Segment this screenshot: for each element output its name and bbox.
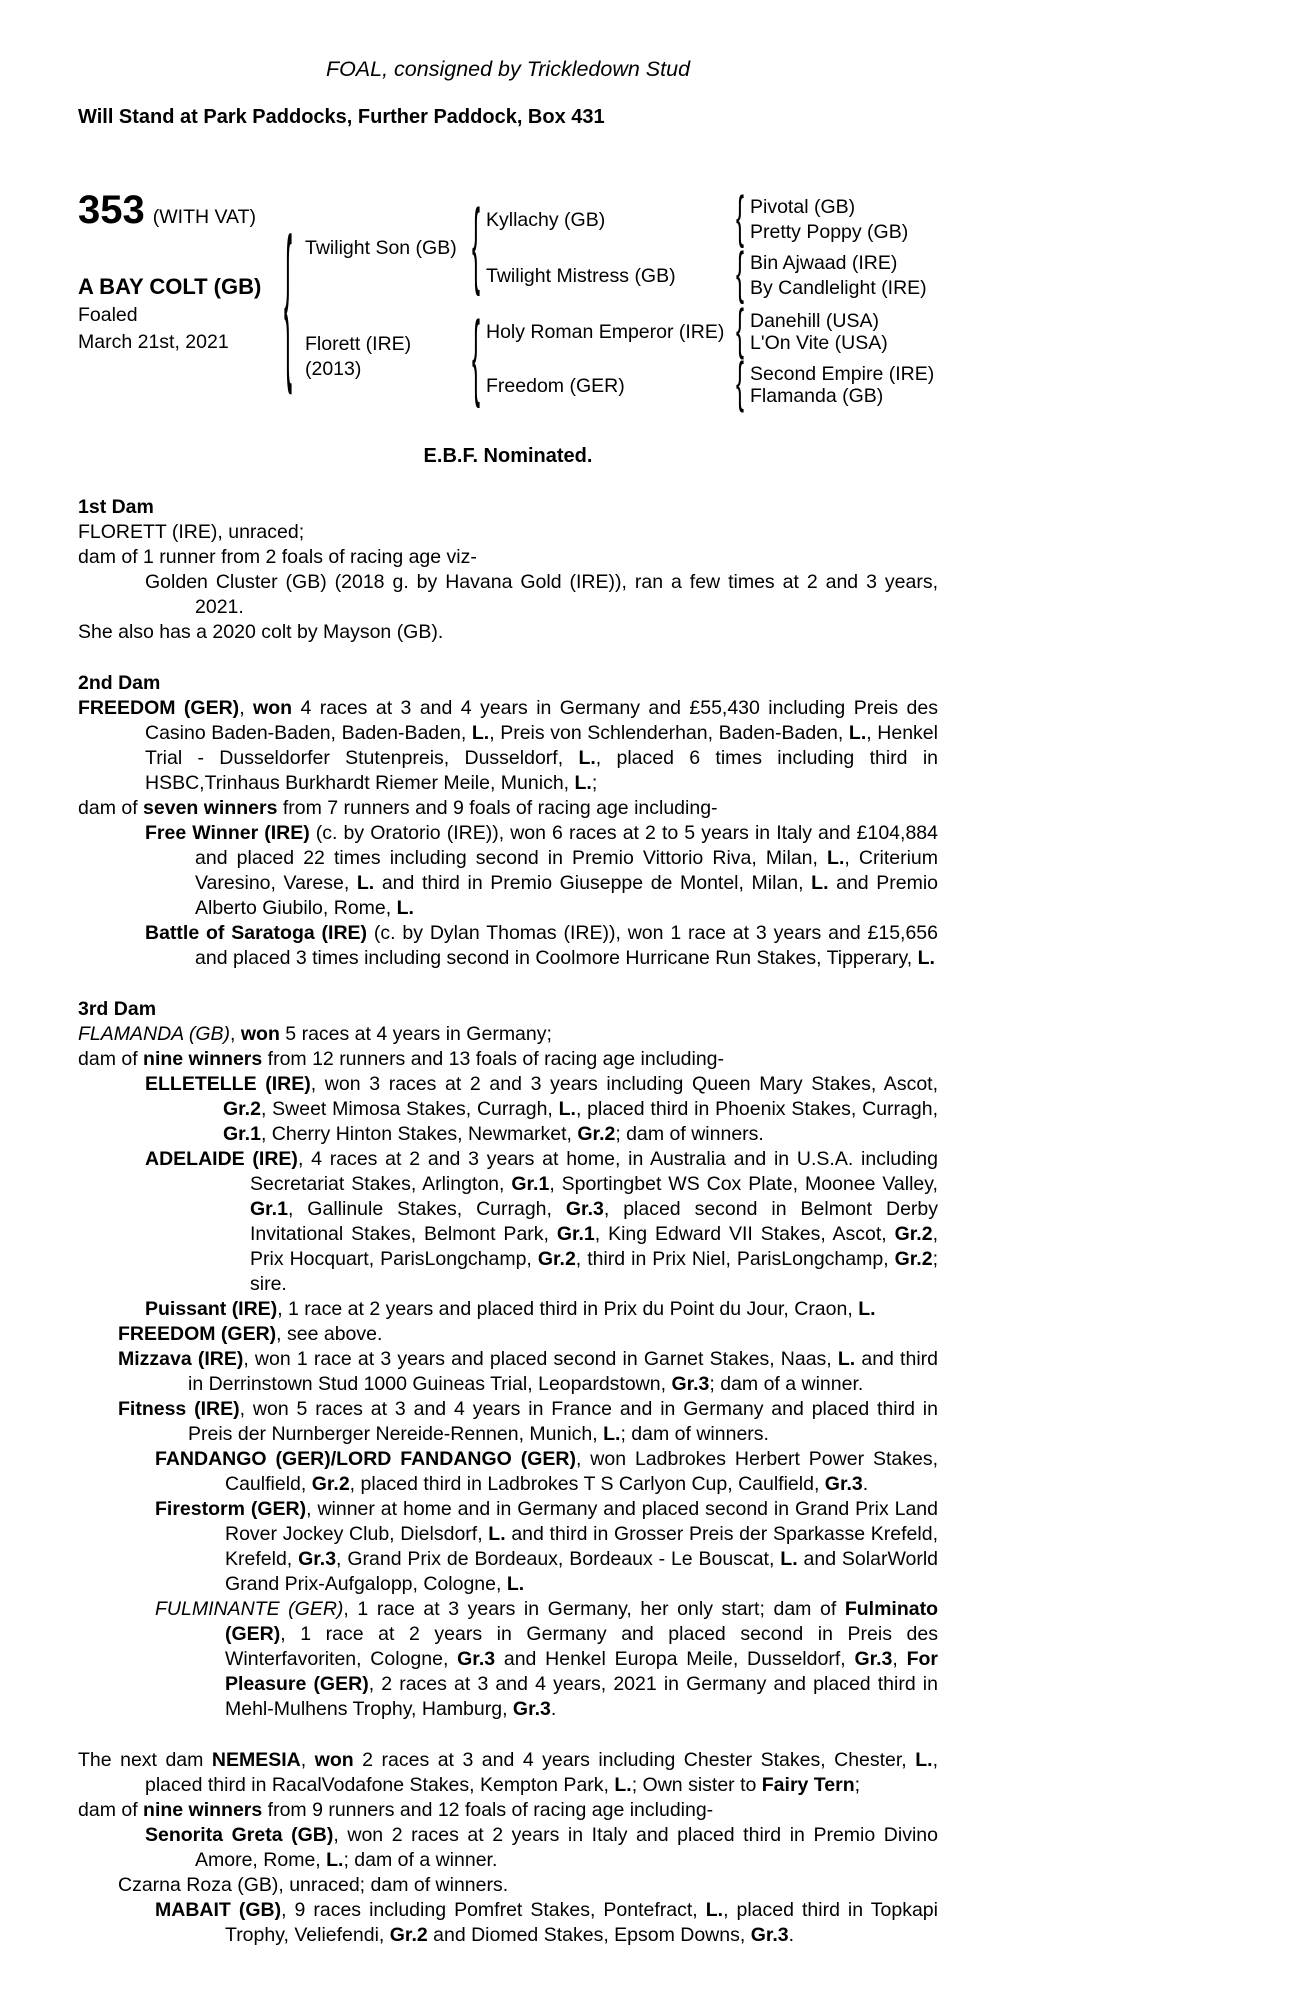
pedigree-dam-year: (2013) — [305, 358, 362, 380]
foaled-date: March 21st, 2021 — [78, 331, 229, 353]
pedigree-ds-sire: Danehill (USA) — [750, 310, 879, 332]
page-title: FOAL, consigned by Trickledown Stud — [325, 57, 691, 81]
paragraph: FLAMANDA (GB), won 5 races at 4 years in Germany; — [78, 1023, 552, 1045]
section-paragraphs — [78, 1748, 944, 1948]
paragraph: The next dam NEMESIA, won 2 races at 3 and 4 years including Chester Stakes, Chester, L., placed third in RacalVodafone Stakes, Kempton Park, L.; Own sister to Fairy Tern; — [78, 1749, 944, 1796]
paragraph: FULMINANTE (GER), 1 race at 3 years in Germany, her only start; dam of Fulminato (GER), 1 race at 2 years in Germany and placed second in Preis des Winterfavoriten, Cologne, Gr.3 and Henkel Europa Meile, Dusseldorf, Gr.3, For Pleasure (GER), 2 races at 3 and 4 years, 2021 in Germany and placed third in Mehl-Mulhens Trophy, Hamburg, Gr.3. — [155, 1598, 944, 1720]
pedigree-sd-sire: Bin Ajwaad (IRE) — [750, 252, 898, 274]
foaled-label: Foaled — [78, 304, 138, 326]
paragraph: Battle of Saratoga (IRE) (c. by Dylan Thomas (IRE)), won 1 race at 3 years and £15,656 and placed 3 times including second in Coolmore Hurricane Run Stakes, Tipperary, L. — [145, 922, 944, 969]
stand-location: Will Stand at Park Paddocks, Further Paddock, Box 431 — [78, 106, 605, 128]
section-heading: 2nd Dam — [78, 672, 161, 694]
brace-sire-pair — [464, 206, 488, 290]
pedigree-table — [78, 188, 938, 426]
paragraph: MABAIT (GB), 9 races including Pomfret Stakes, Pontefract, L., placed third in Topkapi Trophy, Veliefendi, Gr.2 and Diomed Stakes, Epsom Downs, Gr.3. — [155, 1899, 944, 1946]
paragraph: Czarna Roza (GB), unraced; dam of winners. — [118, 1874, 509, 1896]
brace-ss-pair — [728, 194, 752, 244]
paragraph: Mizzava (IRE), won 1 race at 3 years and placed second in Garnet Stakes, Naas, L. and third in Derrinstown Stud 1000 Guineas Trial, Leopardstown, Gr.3; dam of a winner. — [118, 1348, 944, 1395]
paragraph: dam of 1 runner from 2 foals of racing age viz- — [78, 546, 477, 568]
pedigree-dam-sire: Holy Roman Emperor (IRE) — [486, 321, 725, 343]
ebf-nominated-line: E.B.F. Nominated. — [423, 445, 593, 467]
section-heading: 3rd Dam — [78, 998, 157, 1020]
pedigree-ss-dam: Pretty Poppy (GB) — [750, 221, 909, 243]
horse-name: A BAY COLT (GB) — [78, 274, 262, 299]
brace-ds-pair — [728, 308, 752, 356]
section-2nd-dam — [78, 671, 944, 971]
paragraph: She also has a 2020 colt by Mayson (GB). — [78, 621, 444, 643]
pedigree-sire-dam: Twilight Mistress (GB) — [486, 265, 676, 287]
paragraph: FANDANGO (GER)/LORD FANDANGO (GER), won Ladbrokes Herbert Power Stakes, Caulfield, Gr.2, placed third in Ladbrokes T S Carlyon Cup, Caulfield, Gr.3. — [155, 1448, 944, 1495]
pedigree-ds-dam: L'On Vite (USA) — [750, 332, 888, 354]
lot-line — [78, 190, 256, 230]
brace-gen1 — [276, 233, 300, 383]
paragraph: Firestorm (GER), winner at home and in Germany and placed second in Grand Prix Land Rover Jockey Club, Dielsdorf, L. and third in Grosser Preis der Sparkasse Krefeld, Krefeld, Gr.3, Grand Prix de Bordeaux, Bordeaux - Le Bouscat, L. and SolarWorld Grand Prix-Aufgalopp, Cologne, L. — [155, 1498, 944, 1595]
pedigree-sire-sire: Kyllachy (GB) — [486, 209, 606, 231]
section-3rd-dam — [78, 997, 944, 1722]
vat-note: (WITH VAT) — [152, 206, 257, 228]
pedigree-dd-dam: Flamanda (GB) — [750, 385, 884, 407]
lot-number: 353 — [78, 188, 145, 232]
paragraph: Fitness (IRE), won 5 races at 3 and 4 years in France and in Germany and placed third in Preis der Nurnberger Nereide-Rennen, Munich, L.; dam of winners. — [118, 1398, 944, 1445]
pedigree-dd-sire: Second Empire (IRE) — [750, 363, 935, 385]
pedigree-dam: Florett (IRE) — [305, 333, 412, 355]
pedigree-dam-dam: Freedom (GER) — [486, 375, 625, 397]
brace-dam-pair — [464, 318, 488, 402]
section-paragraphs — [78, 520, 944, 645]
paragraph: FREEDOM (GER), won 4 races at 3 and 4 years in Germany and £55,430 including Preis des Casino Baden-Baden, Baden-Baden, L., Preis von Schlenderhan, Baden-Baden, L., Henkel Trial - Dusseldorfer Stutenpreis, Dusseldorf, L., placed 6 times including third in HSBC,Trinhaus Burkhardt Riemer Meile, Munich, L.; — [78, 697, 944, 794]
paragraph: ADELAIDE (IRE), 4 races at 2 and 3 years at home, in Australia and in U.S.A. including Secretariat Stakes, Arlington, Gr.1, Sportingbet WS Cox Plate, Moonee Valley, Gr.1, Gallinule Stakes, Curragh, Gr.3, placed second in Belmont Derby Invitational Stakes, Belmont Park, Gr.1, King Edward VII Stakes, Ascot, Gr.2, Prix Hocquart, ParisLongchamp, Gr.2, third in Prix Niel, ParisLongchamp, Gr.2; sire. — [145, 1148, 944, 1295]
section-heading: 1st Dam — [78, 496, 154, 518]
brace-sd-pair — [728, 250, 752, 300]
section-1st-dam — [78, 495, 944, 645]
paragraph: dam of nine winners from 9 runners and 12 foals of racing age including- — [78, 1799, 714, 1821]
paragraph: FLORETT (IRE), unraced; — [78, 521, 305, 543]
paragraph: Golden Cluster (GB) (2018 g. by Havana Gold (IRE)), ran a few times at 2 and 3 years, 2021. — [145, 571, 944, 618]
paragraph: ELLETELLE (IRE), won 3 races at 2 and 3 years including Queen Mary Stakes, Ascot, Gr.2, Sweet Mimosa Stakes, Curragh, L., placed third in Phoenix Stakes, Curragh, Gr.1, Cherry Hinton Stakes, Newmarket, Gr.2; dam of winners. — [145, 1073, 944, 1145]
paragraph: dam of seven winners from 7 runners and 9 foals of racing age including- — [78, 797, 718, 819]
paragraph: Senorita Greta (GB), won 2 races at 2 years in Italy and placed third in Premio Divino Amore, Rome, L.; dam of a winner. — [145, 1824, 943, 1871]
pedigree-ss-sire: Pivotal (GB) — [750, 196, 856, 218]
paragraph: FREEDOM (GER), see above. — [118, 1323, 383, 1345]
section-paragraphs — [78, 696, 944, 971]
paragraph: dam of nine winners from 12 runners and 13 foals of racing age including- — [78, 1048, 725, 1070]
paragraph: Puissant (IRE), 1 race at 2 years and placed third in Prix du Point du Jour, Craon, L. — [145, 1298, 876, 1320]
brace-dd-pair — [728, 361, 752, 409]
pedigree-sire: Twilight Son (GB) — [305, 237, 457, 259]
section-paragraphs — [78, 1022, 944, 1722]
section-next-dam — [78, 1748, 944, 1948]
pedigree-sd-dam: By Candlelight (IRE) — [750, 277, 927, 299]
paragraph: Free Winner (IRE) (c. by Oratorio (IRE)), won 6 races at 2 to 5 years in Italy and £104,884 and placed 22 times including second in Premio Vittorio Riva, Milan, L., Criterium Varesino, Varese, L. and third in Premio Giuseppe de Montel, Milan, L. and Premio Alberto Giubilo, Rome, L. — [145, 822, 944, 919]
